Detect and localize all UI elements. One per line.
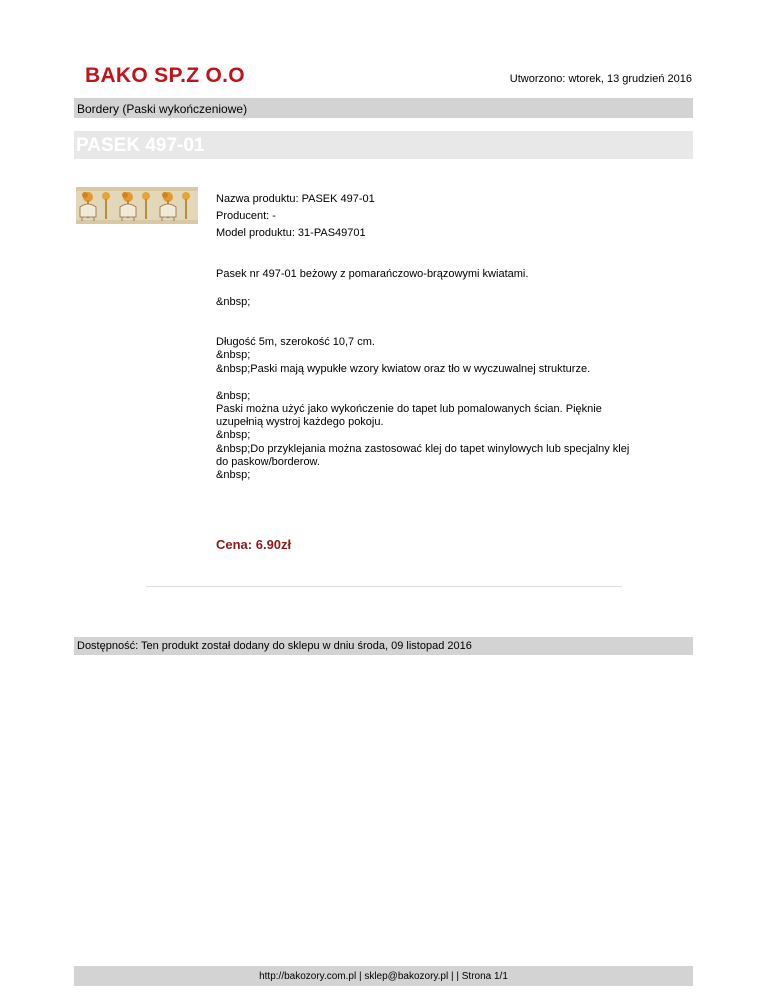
description-line: &nbsp; bbox=[216, 390, 251, 402]
description-line: Pasek nr 497-01 beżowy z pomarańczowo-brązowymi kwiatami. bbox=[216, 268, 529, 280]
availability-text: Dostępność: Ten produkt został dodany do sklepu w dniu środa, 09 listopad 2016 bbox=[77, 640, 472, 652]
border-strip-flowers-image bbox=[76, 187, 198, 224]
description-line: Paski można użyć jako wykończenie do tapet lub pomalowanych ścian. Pięknie bbox=[216, 403, 602, 415]
product-title-bar bbox=[74, 131, 693, 159]
availability-bar bbox=[74, 637, 693, 655]
description-line: &nbsp; bbox=[216, 469, 251, 481]
footer-text: http://bakozory.com.pl | sklep@bakozory.pl | | Strona 1/1 bbox=[259, 971, 508, 982]
product-title: PASEK 497-01 bbox=[76, 135, 205, 156]
created-date: Utworzono: wtorek, 13 grudzień 2016 bbox=[509, 73, 692, 85]
category-bar bbox=[74, 98, 693, 118]
company-name: BAKO SP.Z O.O bbox=[85, 64, 245, 87]
product-price: Cena: 6.90zł bbox=[216, 537, 292, 552]
description-line: &nbsp; bbox=[216, 429, 251, 441]
product-producer-line: Producent: - bbox=[216, 210, 276, 222]
product-name-line: Nazwa produktu: PASEK 497-01 bbox=[216, 193, 375, 205]
category-label: Bordery (Paski wykończeniowe) bbox=[77, 102, 248, 116]
divider bbox=[146, 586, 622, 587]
description-line: uzupełnią wystroj każdego pokoju. bbox=[216, 416, 384, 428]
product-model-line: Model produktu: 31-PAS49701 bbox=[216, 227, 366, 239]
description-line: &nbsp; bbox=[216, 296, 251, 308]
description-line: &nbsp;Paski mają wypukłe wzory kwiatow oraz tło w wyczuwalnej strukturze. bbox=[216, 363, 591, 375]
description-line: &nbsp; bbox=[216, 349, 251, 361]
description-line: &nbsp;Do przyklejania można zastosować klej do tapet winylowych lub specjalny klej bbox=[216, 443, 630, 455]
description-line: do paskow/borderow. bbox=[216, 456, 320, 468]
description-line: Długość 5m, szerokość 10,7 cm. bbox=[216, 336, 375, 348]
product-image bbox=[76, 187, 198, 224]
page-footer bbox=[74, 966, 693, 986]
